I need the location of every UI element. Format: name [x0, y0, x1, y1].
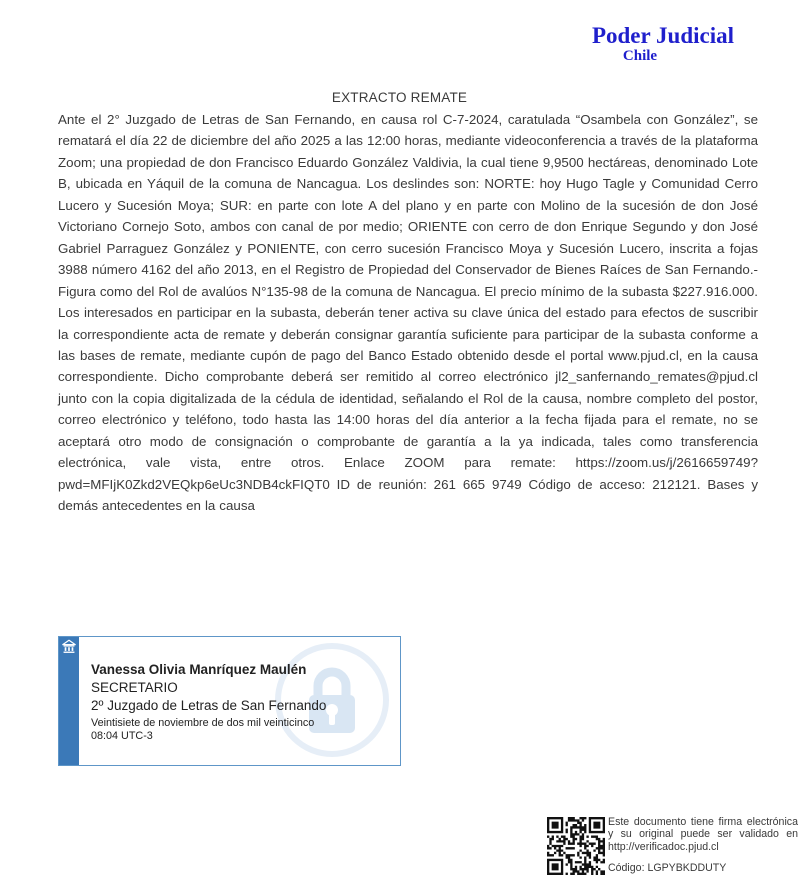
- signature-box: [58, 636, 401, 766]
- verification-block: [547, 816, 799, 884]
- signer-name: Vanessa Olivia Manríquez Maulén: [91, 662, 307, 677]
- verification-text: [608, 816, 798, 875]
- document-body-text: Ante el 2° Juzgado de Letras de San Fernando, en causa rol C-7-2024, caratulada “Osambela con González”, se rematará el día 22 de diciembre del año 2025 a las 12:00 horas, mediante videoconferencia a través de la plataforma Zoom; una propiedad de don Francisco Eduardo González Valdivia, la cual tiene 9,9500 hectáreas, denominado Lote B, ubicada en Yáquil de la comuna de Nancagua. Los deslindes son: NORTE: hoy Hugo Tagle y Comunidad Cerro Lucero y Sucesión Moya; SUR: en parte con lote A del plano y en parte con Molino de la sucesión de don José Victoriano Cornejo Soto, ambos con canal de por medio; ORIENTE con cerro de don Enrique Segundo y don José Gabriel Parraguez González y PONIENTE, con cerro sucesión Francisco Moya y Sucesión Lucero, inscrita a fojas 3988 número 4162 del año 2013, en el Registro de Propiedad del Conservador de Bienes Raíces de San Fernando.- Figura como del Rol de avalúos N°135-98 de la comuna de Nancagua. El precio mínimo de la subasta $227.916.000. Los interesados en participar en la subasta, deberán tener activa su clave única del estado para efectos de suscribir la correspondiente acta de remate y deberán consignar garantía suficiente para participar de la subasta conforme a las bases de remate, mediante cupón de pago del Banco Estado obtenido desde el portal www.pjud.cl, en la causa correspondiente. Dicho comprobante deberá ser remitido al correo electrónico jl2_sanfernando_remates@pjud.cl junto con la copia digitalizada de la cédula de identidad, señalando el Rol de la causa, nombre completo del postor, correo electrónico y teléfono, todo hasta las 14:00 horas del día anterior a la fecha fijada para el remate, no se aceptará otro modo de consignación o comprobante de garantía a la ya indicada, tales como transferencia electrónica, vale vista, entre otros. Enlace ZOOM para remate: https://zoom.us/j/2616659749?pwd=MFIjK0Zkd2VEQkp6eUc3NDB4ckFIQT0 ID de reunión: 261 665 9749 Código de acceso: 212121. Bases y demás antecedentes en la causa: [58, 112, 758, 514]
- poder-judicial-logo: [586, 23, 740, 64]
- verification-message: Este documento tiene firma electrónica y su original puede ser validado en http://verificadoc.pjud.cl: [608, 816, 798, 853]
- signature-details: [91, 661, 326, 742]
- logo-org-name: Poder Judicial: [591, 23, 735, 48]
- signature-time: 08:04 UTC-3: [91, 730, 153, 742]
- qr-code-icon: [547, 817, 605, 875]
- signature-sidebar: [59, 637, 79, 765]
- logo-country: Chile: [622, 48, 658, 64]
- courthouse-icon: [61, 639, 77, 655]
- document-title: EXTRACTO REMATE: [331, 90, 468, 105]
- signature-date: Veintisiete de noviembre de dos mil veinticinco: [91, 717, 315, 729]
- signer-role: SECRETARIO: [91, 680, 178, 695]
- verification-code: Código: LGPYBKDDUTY: [608, 862, 727, 875]
- signer-court: 2º Juzgado de Letras de San Fernando: [91, 698, 327, 713]
